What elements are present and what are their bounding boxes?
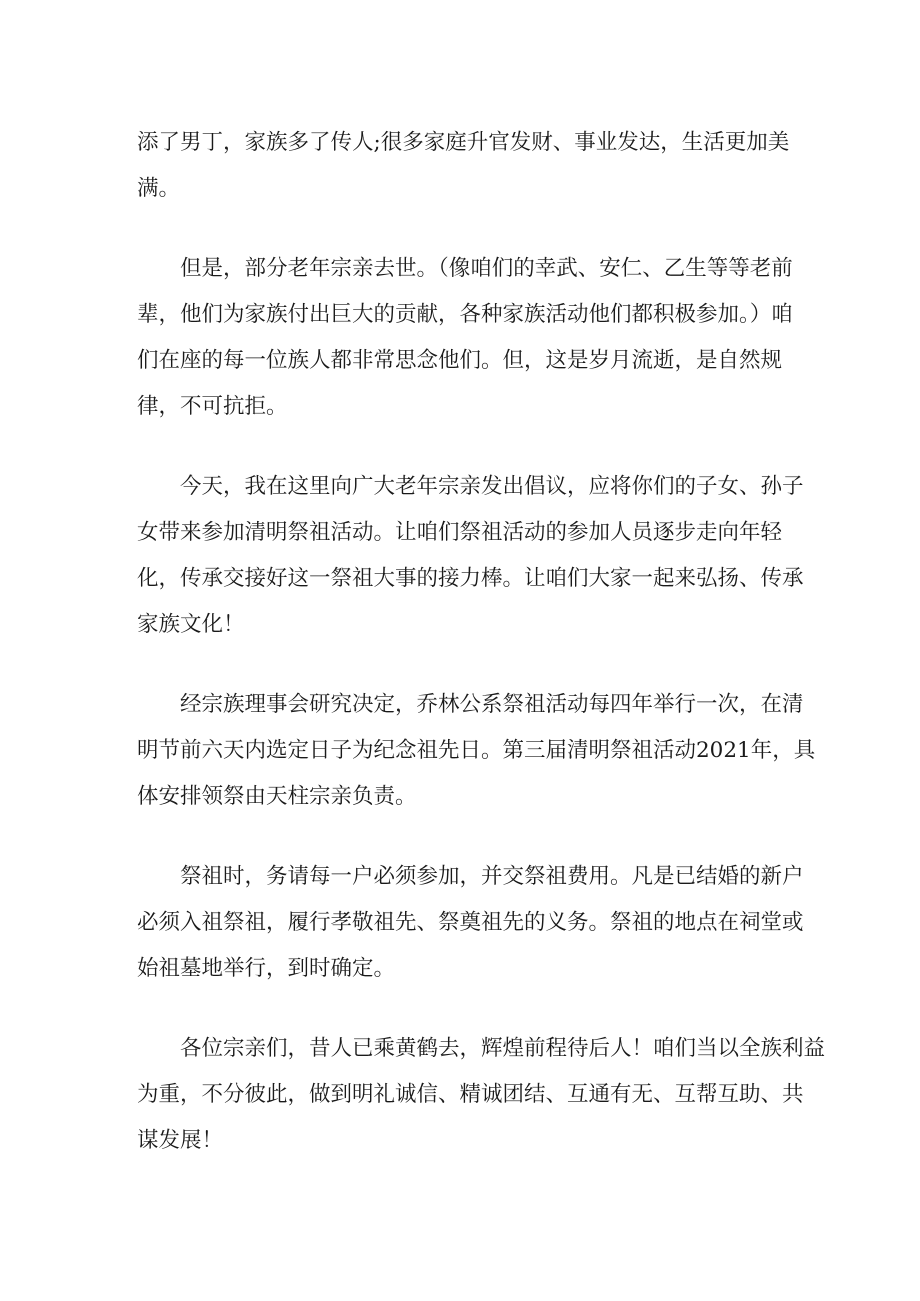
paragraph-line: 家族文化！ — [137, 612, 245, 637]
paragraph-line: 律，不可抗拒。 — [137, 394, 288, 419]
paragraph-2 — [137, 246, 793, 430]
paragraph-4 — [137, 682, 816, 820]
paragraph-line: 经宗族理事会研究决定，乔林公系祭祖活动每四年举行一次，在清 — [137, 692, 804, 717]
paragraph-line: 为重，不分彼此，做到明礼诚信、精诚团结、互通有无、互帮互助、共 — [137, 1082, 804, 1107]
paragraph-line: 添了男丁，家族多了传人;很多家庭升官发财、事业发达，生活更加美 — [137, 130, 790, 155]
paragraph-line: 谋发展！ — [137, 1128, 224, 1153]
paragraph-line: 各位宗亲们，昔人已乘黄鹤去，辉煌前程待后人！咱们当以全族利益 — [137, 1036, 826, 1061]
paragraph-line: 女带来参加清明祭祖活动。让咱们祭祖活动的参加人员逐步走向年轻 — [137, 520, 783, 545]
paragraph-line: 祭祖时，务请每一户必须参加，并交祭祖费用。凡是已结婚的新户 — [137, 864, 804, 889]
paragraph-6 — [137, 1026, 826, 1164]
paragraph-line: 体安排领祭由天柱宗亲负责。 — [137, 784, 417, 809]
paragraph-line: 辈，他们为家族付出巨大的贡献，各种家族活动他们都积极参加。）咱 — [137, 302, 793, 327]
paragraph-line: 始祖墓地举行，到时确定。 — [137, 956, 396, 981]
paragraph-line: 必须入祖祭祖，履行孝敬祖先、祭奠祖先的义务。祭祖的地点在祠堂或 — [137, 910, 804, 935]
paragraph-line: 明节前六天内选定日子为纪念祖先日。第三届清明祭祖活动2021年，具 — [137, 738, 816, 763]
document-body — [137, 120, 826, 1164]
paragraph-5 — [137, 854, 804, 992]
paragraph-line: 满。 — [137, 176, 181, 201]
paragraph-line: 们在座的每一位族人都非常思念他们。但，这是岁月流逝，是自然规 — [137, 348, 783, 373]
paragraph-line: 但是，部分老年宗亲去世。（像咱们的幸武、安仁、乙生等等老前 — [137, 256, 793, 281]
paragraph-line: 今天，我在这里向广大老年宗亲发出倡议，应将你们的子女、孙子 — [137, 474, 804, 499]
paragraph-3 — [137, 464, 804, 648]
paragraph-1 — [137, 120, 790, 212]
paragraph-line: 化，传承交接好这一祭祖大事的接力棒。让咱们大家一起来弘扬、传承 — [137, 566, 804, 591]
